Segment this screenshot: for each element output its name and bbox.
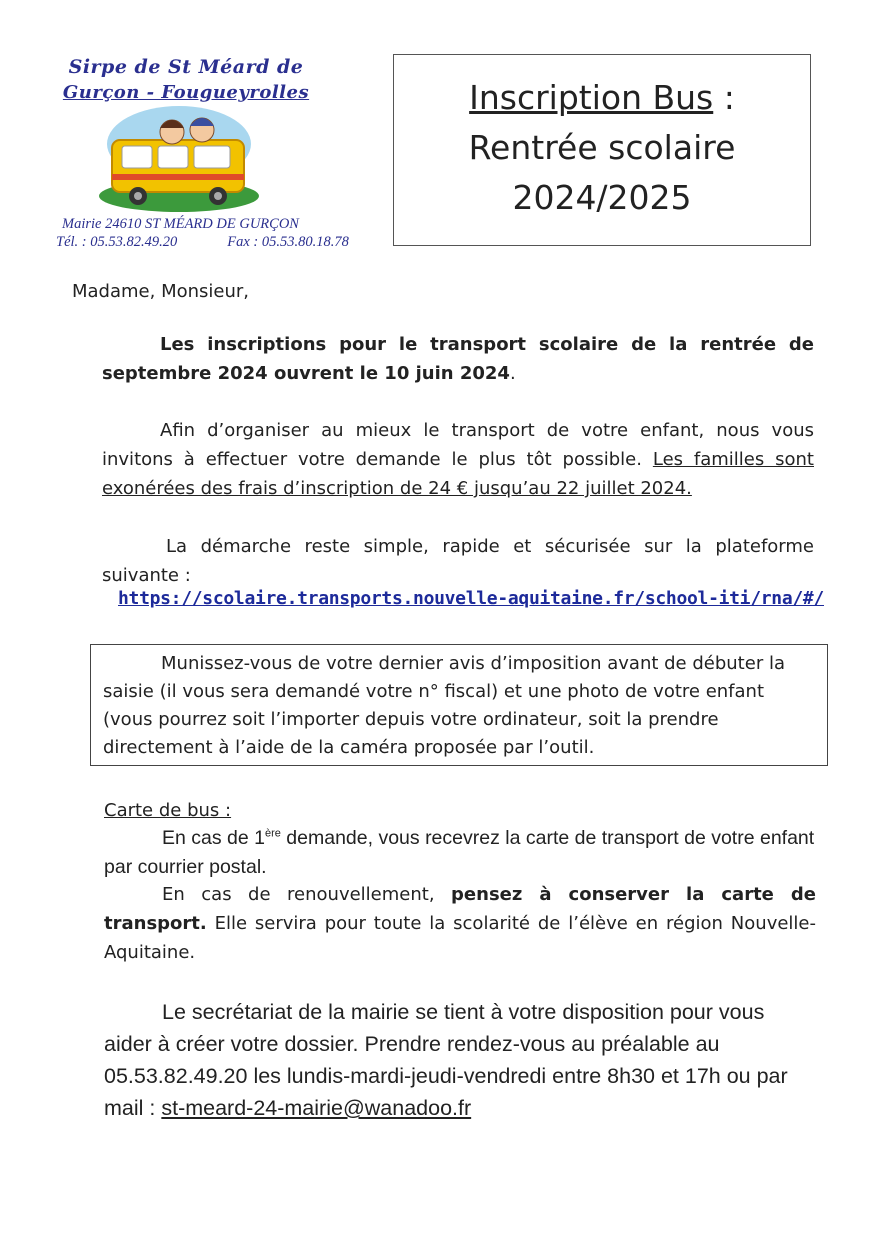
title-box: [393, 54, 811, 246]
first-request-sup: ère: [264, 827, 281, 840]
greeting: Madame, Monsieur,: [72, 281, 250, 302]
platform-text: La démarche reste simple, rapide et sécurisée sur la plateforme suivante :: [102, 536, 814, 586]
renewal-bold: pensez à conserver la carte de transport.: [104, 884, 817, 934]
logo-tel: Tél. : 05.53.82.49.20: [56, 234, 178, 250]
title-line3: 2024/2025: [512, 178, 692, 217]
registration-link[interactable]: https://scolaire.transports.nouvelle-aquitaine.fr/school-iti/rna/#/: [118, 588, 824, 609]
organisation-text: Afin d’organiser au mieux le transport de votre enfant, nous vous invitons à effectuer votre demande le plus tôt possible.: [102, 420, 814, 470]
logo-title-line2: Gurçon - Fougueyrolles: [62, 82, 310, 103]
mairie-logo: [56, 52, 376, 252]
title-line2: Rentrée scolaire: [468, 128, 736, 167]
logo-contact: [56, 234, 349, 251]
bus-card-renewal: [104, 880, 816, 967]
first-request-a: En cas de 1: [162, 827, 265, 849]
documents-notice-text: Munissez-vous de votre dernier avis d’imposition avant de débuter la saisie (il vous sera demandé votre n° fiscal) et une photo de votre enfant (vous pourrez soit l’importer depuis votre ordinateur, soit la prendre directement à l’aide de la caméra proposée par l’outil.: [103, 653, 785, 758]
secretariat-email[interactable]: st-meard-24-mairie@wanadoo.fr: [161, 1096, 472, 1120]
title-line1: [394, 73, 810, 123]
school-bus-icon: [94, 104, 264, 214]
paragraph-organisation: [102, 416, 814, 503]
secretariat-paragraph: [104, 996, 818, 1124]
bus-card-heading: Carte de bus :: [104, 800, 232, 821]
paragraph-opening-dates: [102, 330, 814, 388]
paragraph-platform: [102, 532, 814, 590]
secretariat-text: Le secrétariat de la mairie se tient à votre disposition pour vous aider à créer votre dossier. Prendre rendez-vous au préalable au 05.53.82.49.20 les lundis-mardi-jeudi-vendredi entre 8h30 et 17h ou par mail :: [104, 1000, 788, 1120]
logo-fax: Fax : 05.53.80.18.78: [227, 234, 349, 250]
title-main: Inscription Bus: [469, 78, 714, 117]
logo-title-line1: Sirpe de St Méard de: [68, 56, 304, 78]
title-colon: :: [713, 78, 735, 117]
opening-dates-period: .: [509, 363, 516, 384]
first-request-b: demande, vous recevrez la carte de transport de votre enfant par courrier postal.: [104, 827, 815, 878]
fee-exemption-text: Les familles sont exonérées des frais d’inscription de 24 € jusqu’au 22 juillet 2024.: [102, 449, 814, 499]
logo-address: Mairie 24610 ST MÉARD DE GURÇON: [62, 216, 299, 232]
bus-card-first-request: [104, 824, 816, 882]
renewal-a: En cas de renouvellement,: [162, 884, 452, 905]
documents-notice-box: [90, 644, 828, 766]
opening-dates-text: Les inscriptions pour le transport scolaire de la rentrée de septembre 2024 ouvrent le 10 juin 2024: [102, 334, 814, 384]
renewal-b: Elle servira pour toute la scolarité de l’élève en région Nouvelle-Aquitaine.: [104, 913, 816, 963]
